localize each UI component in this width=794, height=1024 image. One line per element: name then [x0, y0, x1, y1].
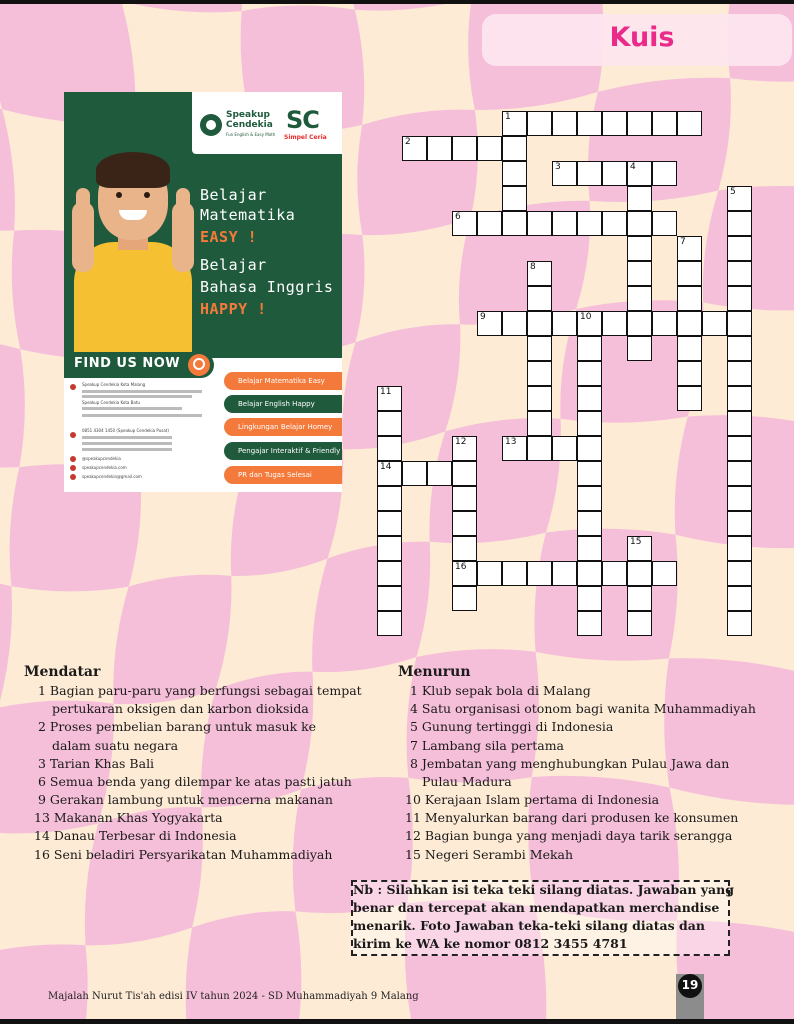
crossword-cell[interactable]: [702, 311, 727, 336]
crossword-cell[interactable]: [377, 586, 402, 611]
crossword-cell[interactable]: [627, 186, 652, 211]
crossword-cell[interactable]: [677, 261, 702, 286]
crossword-cell[interactable]: [602, 211, 627, 236]
crossword-cell[interactable]: [727, 436, 752, 461]
down-clue: 5 Gunung tertinggi di Indonesia: [410, 719, 614, 734]
crossword-clue-number: 15: [630, 537, 642, 547]
crossword-cell[interactable]: [727, 511, 752, 536]
across-clue: 16 Seni beladiri Persyarikatan Muhammadiyah: [34, 847, 333, 862]
crossword-cell[interactable]: [427, 136, 452, 161]
across-clue: pertukaran oksigen dan karbon dioksida: [52, 701, 309, 716]
crossword-cell[interactable]: [577, 436, 602, 461]
across-clue: 2 Proses pembelian barang untuk masuk ke: [38, 719, 317, 734]
crossword-clue-number: 16: [455, 562, 467, 572]
across-clue: dalam suatu negara: [52, 738, 179, 753]
crossword-clue-number: 2: [405, 137, 411, 147]
down-clue: Pulau Madura: [422, 774, 512, 789]
crossword-cell[interactable]: [577, 611, 602, 636]
crossword-cell[interactable]: [452, 486, 477, 511]
crossword-cell[interactable]: [727, 211, 752, 236]
across-clue: 3 Tarian Khas Bali: [38, 756, 155, 771]
crossword-cell[interactable]: [652, 111, 677, 136]
crossword-cell[interactable]: [677, 111, 702, 136]
crossword-cell[interactable]: [377, 611, 402, 636]
poster-line-2: Matematika: [200, 206, 296, 224]
crossword-cell[interactable]: [577, 586, 602, 611]
down-clue: 4 Satu organisasi otonom bagi wanita Muhammadiyah: [410, 701, 756, 716]
note-line: benar dan tercepat akan mendapatkan merchandise: [353, 900, 720, 915]
crossword-cell[interactable]: [727, 361, 752, 386]
crossword-cell[interactable]: [377, 436, 402, 461]
crossword-cell[interactable]: [377, 411, 402, 436]
poster-pill-4: Pengajar Interaktif & Friendly: [224, 442, 342, 460]
crossword-cell[interactable]: [727, 336, 752, 361]
crossword-cell[interactable]: [652, 211, 677, 236]
across-clue: 6 Semua benda yang dilempar ke atas pasti jatuh: [38, 774, 352, 789]
crossword-cell[interactable]: [552, 311, 577, 336]
poster-line-4: Belajar: [200, 256, 267, 274]
crossword-cell[interactable]: [502, 211, 527, 236]
crossword-cell[interactable]: [727, 261, 752, 286]
crossword-cell[interactable]: [652, 161, 677, 186]
crossword-cell[interactable]: [527, 336, 552, 361]
crossword-cell[interactable]: [602, 311, 627, 336]
crossword-cell[interactable]: [727, 311, 752, 336]
crossword-cell[interactable]: [577, 511, 602, 536]
crossword-clue-number: 7: [680, 237, 686, 247]
crossword-cell[interactable]: [477, 136, 502, 161]
crossword-cell[interactable]: [627, 211, 652, 236]
note-line: Nb : Silahkan isi teka teki silang diatas. Jawaban yang: [353, 882, 734, 897]
sc-logo: SC: [286, 106, 319, 134]
down-clue: 10 Kerajaan Islam pertama di Indonesia: [405, 792, 660, 807]
page-number: 19: [681, 978, 699, 992]
footer-text: Majalah Nurut Tis'ah edisi IV tahun 2024 - SD Muhammadiyah 9 Malang: [48, 991, 419, 1002]
crossword-clue-number: 13: [505, 437, 517, 447]
across-heading: Mendatar: [24, 664, 101, 680]
crossword-cell[interactable]: [552, 436, 577, 461]
crossword-cell[interactable]: [502, 186, 527, 211]
crossword-cell[interactable]: [377, 511, 402, 536]
crossword-cell[interactable]: [727, 386, 752, 411]
contact-batu: Speakup Cendekia Kota Batu: [82, 400, 140, 405]
crossword-cell[interactable]: [552, 561, 577, 586]
poster-line-1: Belajar: [200, 186, 267, 204]
crossword-cell[interactable]: [452, 511, 477, 536]
crossword-cell[interactable]: [527, 386, 552, 411]
crossword-clue-number: 8: [530, 262, 536, 272]
note-line: menarik. Foto Jawaban teka-teki silang diatas dan: [353, 918, 705, 933]
crossword-cell[interactable]: [377, 561, 402, 586]
crossword-cell[interactable]: [677, 336, 702, 361]
crossword-cell[interactable]: [527, 286, 552, 311]
crossword-cell[interactable]: [577, 461, 602, 486]
crossword-clue-number: 1: [505, 112, 511, 122]
across-clue: 13 Makanan Khas Yogyakarta: [34, 810, 223, 825]
contact-email: speakupcendekia@gmail.com: [82, 474, 142, 479]
crossword-cell[interactable]: [527, 361, 552, 386]
poster-line-3: EASY !: [200, 228, 258, 246]
crossword-cell[interactable]: [527, 411, 552, 436]
crossword-clue-number: 10: [580, 312, 592, 322]
crossword-cell[interactable]: [627, 586, 652, 611]
crossword-cell[interactable]: [727, 586, 752, 611]
sc-tagline: Simpel Ceria: [284, 134, 327, 141]
poster-pill-1: Belajar Matematika Easy: [224, 372, 342, 390]
poster-line-5: Bahasa Inggris: [200, 278, 334, 296]
contact-phone: 0851 4304 1450 (Speakup Cendekia Pusat): [82, 428, 169, 433]
crossword-cell[interactable]: [627, 261, 652, 286]
crossword-cell[interactable]: [577, 361, 602, 386]
crossword-cell[interactable]: [627, 311, 652, 336]
crossword-cell[interactable]: [577, 336, 602, 361]
down-clue: 15 Negeri Serambi Mekah: [405, 847, 574, 862]
crossword-cell[interactable]: [527, 436, 552, 461]
crossword-cell[interactable]: [452, 136, 477, 161]
crossword-cell[interactable]: [577, 411, 602, 436]
crossword-cell[interactable]: [377, 536, 402, 561]
poster-pill-3: Lingkungan Belajar Homey: [224, 418, 342, 436]
crossword-cell[interactable]: [452, 461, 477, 486]
down-clue: 11 Menyalurkan barang dari produsen ke konsumen: [405, 810, 739, 825]
poster-pill-5: PR dan Tugas Selesai: [224, 466, 342, 484]
crossword-clue-number: 11: [380, 387, 392, 397]
poster-pill-2: Belajar English Happy: [224, 395, 342, 413]
crossword-cell[interactable]: [602, 561, 627, 586]
contact-malang: Speakup Cendekia Kota Malang: [82, 382, 146, 387]
crossword-clue-number: 9: [480, 312, 486, 322]
crossword-clue-number: 12: [455, 437, 467, 447]
down-clue: 12 Bagian bunga yang menjadi daya tarik serangga: [405, 828, 733, 843]
crossword-cell[interactable]: [402, 461, 427, 486]
crossword-cell[interactable]: [677, 311, 702, 336]
crossword-cell[interactable]: [577, 486, 602, 511]
down-clue: 1 Klub sepak bola di Malang: [410, 683, 591, 698]
crossword-cell[interactable]: [652, 561, 677, 586]
crossword-cell[interactable]: [627, 286, 652, 311]
crossword-cell[interactable]: [727, 561, 752, 586]
crossword-cell[interactable]: [502, 161, 527, 186]
note-line: kirim ke WA ke nomor 0812 3455 4781: [353, 936, 628, 951]
crossword-cell[interactable]: [652, 311, 677, 336]
down-clue: 8 Jembatan yang menghubungkan Pulau Jawa dan: [410, 756, 730, 771]
crossword-cell[interactable]: [677, 361, 702, 386]
crossword-cell[interactable]: [577, 161, 602, 186]
crossword-cell[interactable]: [577, 111, 602, 136]
crossword-cell[interactable]: [527, 111, 552, 136]
crossword-cell[interactable]: [627, 561, 652, 586]
crossword-cell[interactable]: [502, 311, 527, 336]
crossword-cell[interactable]: [627, 111, 652, 136]
find-us-label: FIND US NOW: [74, 356, 181, 371]
crossword-cell[interactable]: [477, 561, 502, 586]
crossword-cell[interactable]: [477, 211, 502, 236]
crossword-cell[interactable]: [727, 611, 752, 636]
crossword-cell[interactable]: [552, 111, 577, 136]
crossword-cell[interactable]: [727, 236, 752, 261]
crossword-clue-number: 3: [555, 162, 561, 172]
crossword-cell[interactable]: [727, 536, 752, 561]
crossword-cell[interactable]: [577, 561, 602, 586]
across-clue: 1 Bagian paru-paru yang berfungsi sebagai tempat: [38, 683, 362, 698]
crossword-cell[interactable]: [677, 386, 702, 411]
page-title: Kuis: [609, 22, 675, 53]
crossword-clue-number: 14: [380, 462, 392, 472]
crossword-cell[interactable]: [427, 461, 452, 486]
crossword-clue-number: 4: [630, 162, 636, 172]
crossword-cell[interactable]: [452, 586, 477, 611]
crossword-cell[interactable]: [577, 211, 602, 236]
crossword-cell[interactable]: [727, 411, 752, 436]
crossword-cell[interactable]: [377, 486, 402, 511]
speakup-brand-name: Speakup Cendekia: [226, 110, 273, 130]
crossword-cell[interactable]: [527, 311, 552, 336]
crossword-cell[interactable]: [627, 611, 652, 636]
down-heading: Menurun: [398, 664, 471, 680]
crossword-cell[interactable]: [602, 111, 627, 136]
crossword-cell[interactable]: [502, 561, 527, 586]
crossword-cell[interactable]: [577, 536, 602, 561]
crossword-cell[interactable]: [527, 211, 552, 236]
down-clue: 7 Lambang sila pertama: [410, 738, 565, 753]
crossword-cell[interactable]: [577, 386, 602, 411]
contact-instagram: @speakupcendekia: [82, 456, 121, 461]
across-clue: 9 Gerakan lambung untuk mencerna makanan: [38, 792, 333, 807]
crossword-clue-number: 6: [455, 212, 461, 222]
bottom-border: [0, 1019, 794, 1024]
crossword-cell[interactable]: [552, 211, 577, 236]
speakup-tagline: Fun English & Easy Math: [226, 132, 276, 137]
crossword-cell[interactable]: [627, 336, 652, 361]
crossword-cell[interactable]: [677, 286, 702, 311]
crossword-cell[interactable]: [727, 461, 752, 486]
crossword-cell[interactable]: [727, 486, 752, 511]
crossword-cell[interactable]: [727, 286, 752, 311]
crossword-cell[interactable]: [502, 136, 527, 161]
crossword-cell[interactable]: [527, 561, 552, 586]
crossword-cell[interactable]: [602, 161, 627, 186]
crossword-cell[interactable]: [627, 236, 652, 261]
crossword-cell[interactable]: [452, 536, 477, 561]
crossword-clue-number: 5: [730, 187, 736, 197]
across-clue: 14 Danau Terbesar di Indonesia: [34, 828, 237, 843]
contact-website: speakupcendekia.com: [82, 465, 127, 470]
poster-line-6: HAPPY !: [200, 300, 267, 318]
